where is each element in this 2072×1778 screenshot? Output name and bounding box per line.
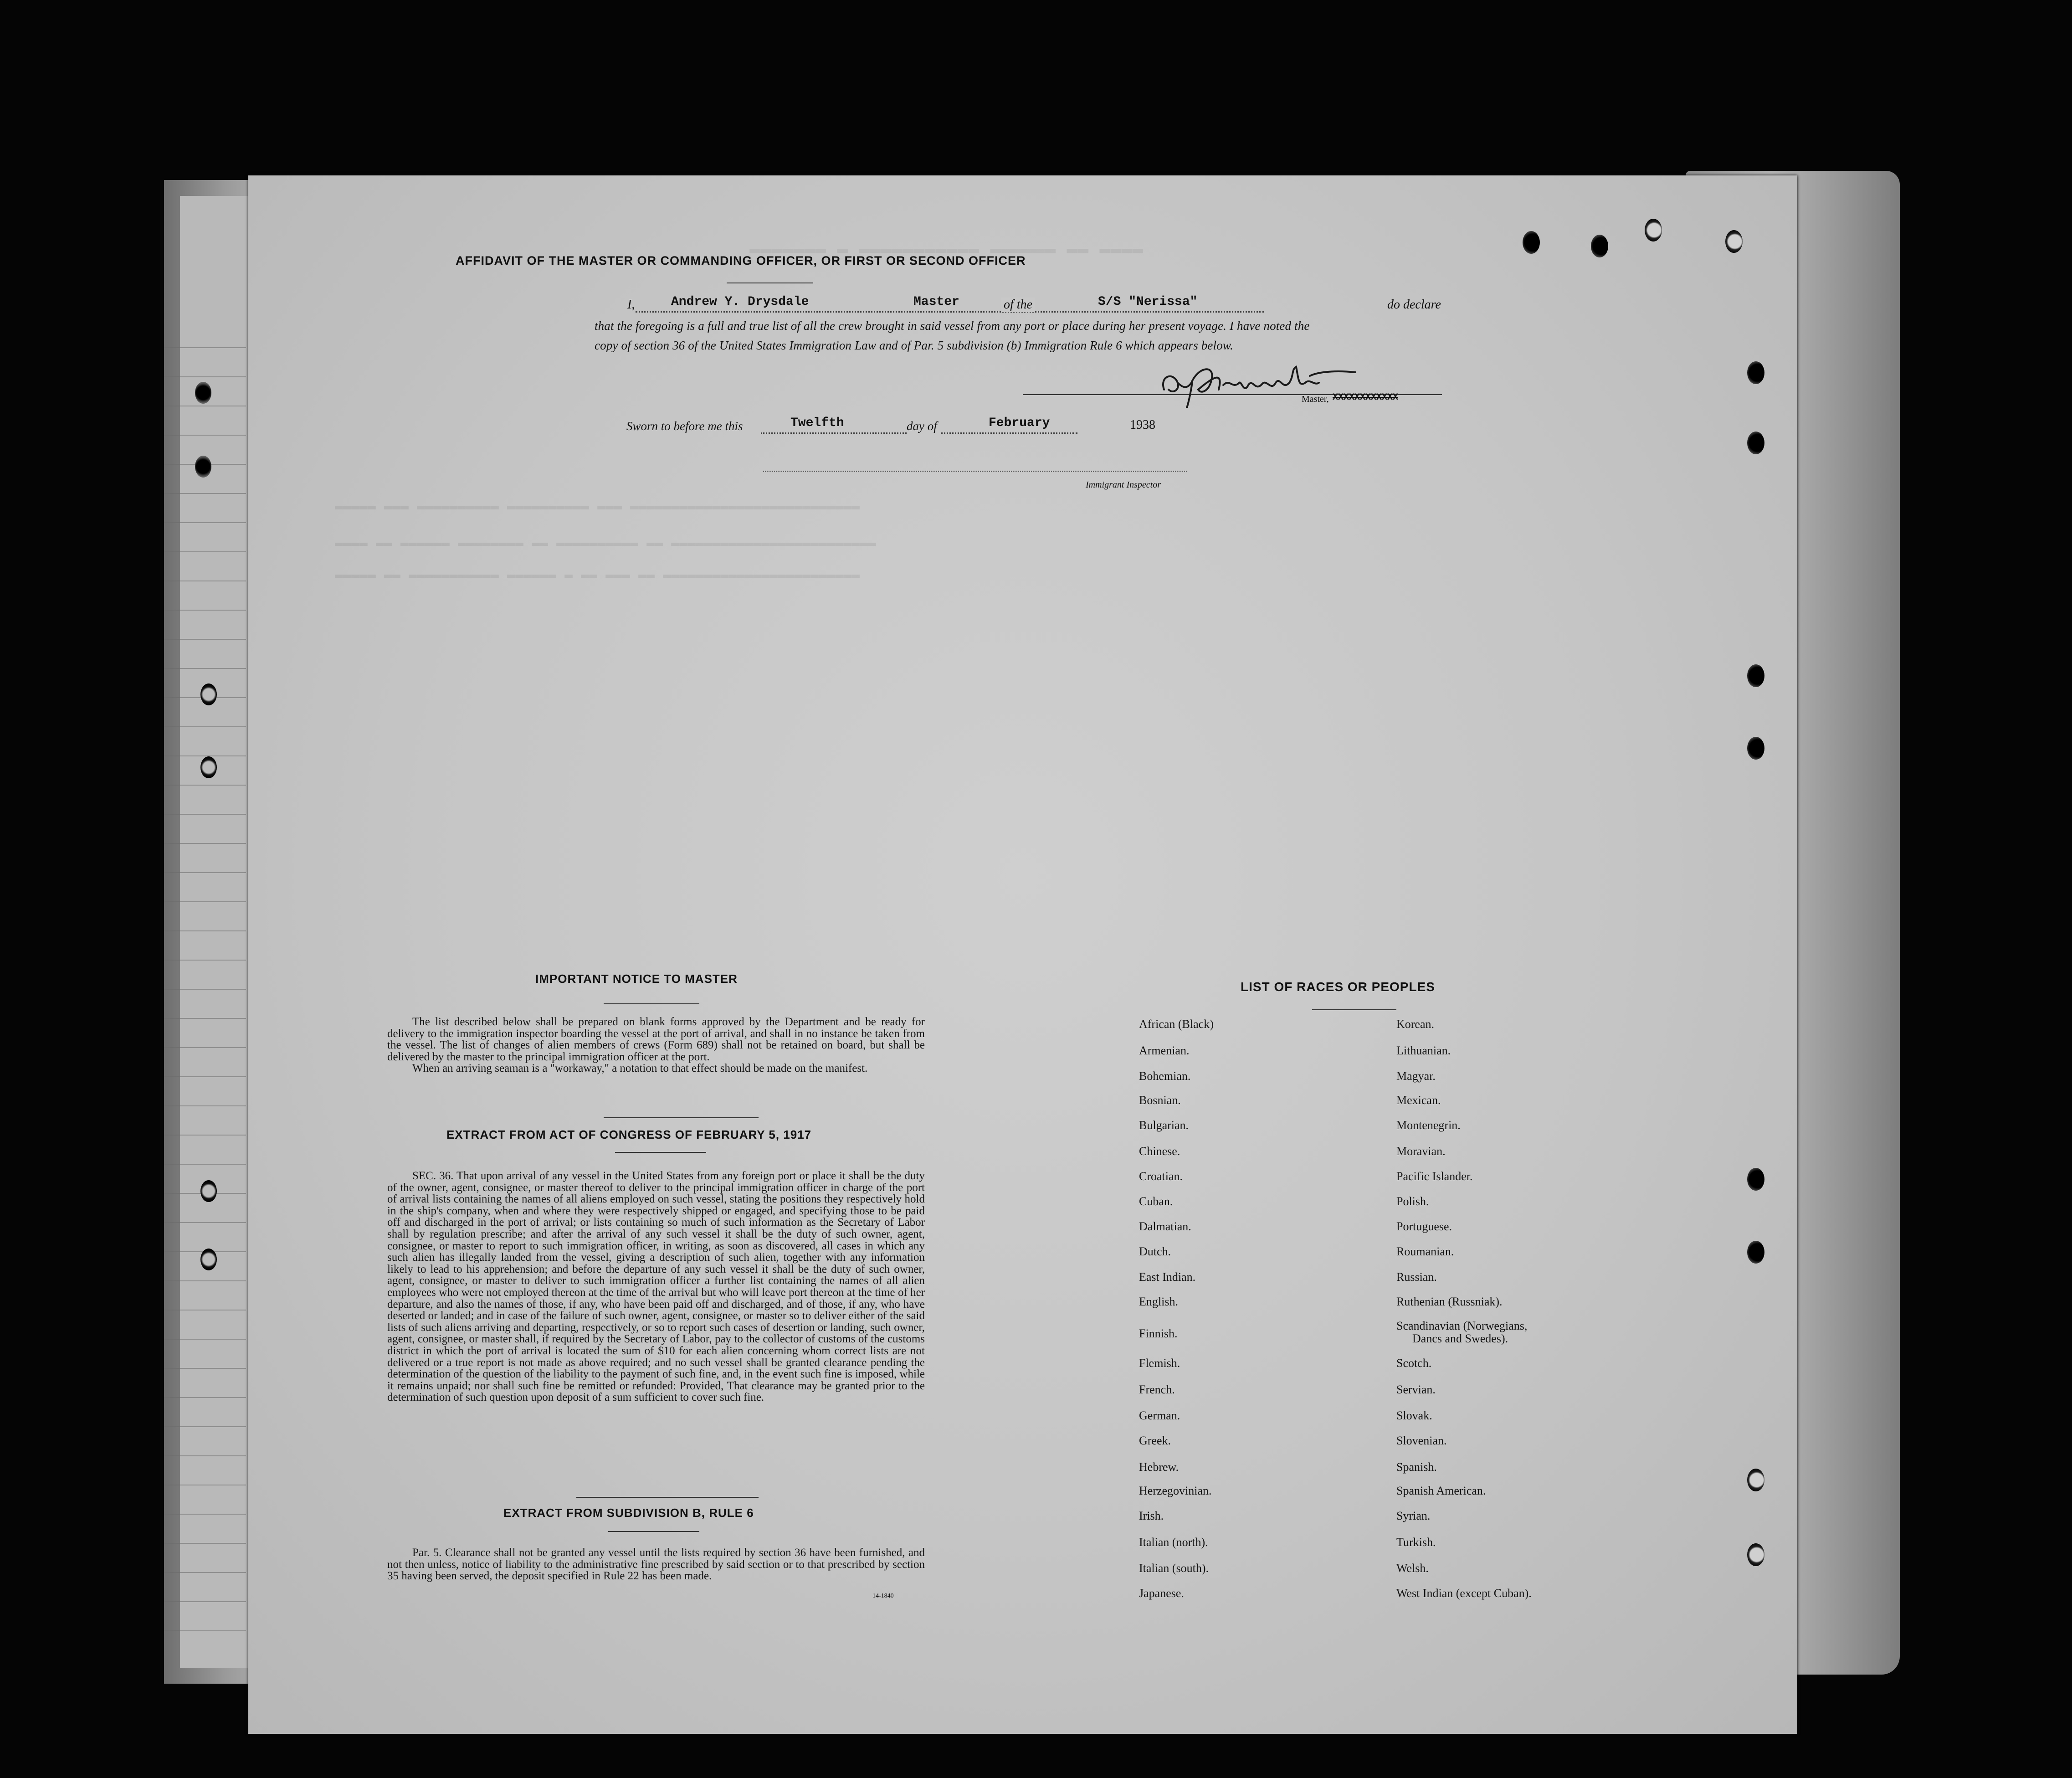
race-right: Syrian.: [1396, 1509, 1431, 1522]
bleed-through: ▬▬▬▬▬ ▬▬▬ ▬▬▬▬▬▬▬▬▬▬ ▬▬▬▬▬▬▬▬▬▬ ▬▬▬ ▬▬▬▬▬▬▬▬▬▬▬▬▬▬▬▬▬▬▬▬▬▬▬▬▬▬▬▬: [335, 499, 860, 514]
race-right: Pacific Islander.: [1396, 1170, 1473, 1183]
master-name: Andrew Y. Drysdale: [671, 295, 809, 309]
race-left: African (Black): [1139, 1017, 1214, 1031]
of-the-label: of the: [1001, 298, 1035, 312]
punch-hole: [1747, 737, 1764, 760]
extract-rule-text: [387, 1547, 925, 1582]
sworn-month-line: [941, 432, 1077, 434]
do-declare: do declare: [1387, 298, 1441, 312]
extract-rule-divider: [608, 1531, 699, 1532]
race-left: Dalmatian.: [1139, 1220, 1191, 1233]
race-left: Croatian.: [1139, 1170, 1183, 1183]
sworn-day-line: [761, 432, 907, 434]
signature-caption: Master,: [1302, 394, 1329, 404]
sworn-day: Twelfth: [790, 416, 844, 430]
race-left: Chinese.: [1139, 1145, 1180, 1158]
bleed-through: ▬▬▬▬▬ ▬▬ ▬▬▬▬▬▬▬▬▬▬▬ ▬▬▬▬▬▬ ▬ ▬▬ ▬▬▬ ▬▬ ▬▬▬▬▬▬▬▬▬▬▬▬▬▬▬▬▬▬▬▬▬▬▬▬: [335, 567, 860, 583]
race-right: Slovak.: [1396, 1409, 1432, 1422]
race-left: Bohemian.: [1139, 1069, 1191, 1083]
underlying-ruled-lines: [164, 319, 246, 1640]
races-divider: [1312, 1009, 1396, 1010]
extract-rule-title: EXTRACT FROM SUBDIVISION B, RULE 6: [503, 1506, 754, 1520]
race-right: Dancs and Swedes).: [1412, 1332, 1508, 1345]
punch-hole: [1747, 1168, 1764, 1191]
binder-hole: [200, 756, 217, 778]
race-right: West Indian (except Cuban).: [1396, 1587, 1532, 1600]
struck-out-title: XXXXXXXXXXXX: [1333, 392, 1399, 403]
binder-hole: [200, 1249, 217, 1270]
affidavit-page: [248, 175, 1797, 1734]
affidavit-title: AFFIDAVIT OF THE MASTER OR COMMANDING OFFICER, OR FIRST OR SECOND OFFICER: [456, 254, 1026, 267]
vessel-name: S/S "Nerissa": [1098, 295, 1198, 309]
punch-hole: [1591, 235, 1608, 257]
race-left: English.: [1139, 1295, 1178, 1308]
race-right: Roumanian.: [1396, 1245, 1454, 1258]
race-left: Herzegovinian.: [1139, 1484, 1212, 1497]
extract-act-title: EXTRACT FROM ACT OF CONGRESS OF FEBRUARY 5, 1917: [446, 1128, 812, 1141]
race-right: Servian.: [1396, 1383, 1436, 1396]
race-right: Magyar.: [1396, 1069, 1436, 1083]
race-right: Scotch.: [1396, 1357, 1432, 1370]
race-right: Welsh.: [1396, 1562, 1429, 1575]
race-left: Cuban.: [1139, 1195, 1173, 1208]
notice-end-divider: [604, 1117, 759, 1118]
race-left: Hebrew.: [1139, 1460, 1179, 1474]
race-right: Moravian.: [1396, 1145, 1446, 1158]
race-left: Finnish.: [1139, 1327, 1178, 1340]
race-right: Turkish.: [1396, 1536, 1436, 1549]
punch-hole: [1645, 219, 1662, 242]
race-right: Spanish American.: [1396, 1484, 1486, 1497]
race-right: Montenegrin.: [1396, 1119, 1461, 1132]
extract-act-text: [387, 1170, 925, 1403]
punch-hole: [1747, 1241, 1764, 1264]
punch-hole: [1725, 230, 1743, 253]
section-36-text: SEC. 36. That upon arrival of any vessel in the United States from any foreign port or place it shall be the duty of the owner, agent, consignee, or master thereof to deliver to the principal immigration officer in charge of the port of arrival lists containing the names of all aliens employed on such vessel, stating the positions they respectively hold in the ship's company, when and where they were respectively shipped or engaged, and specifying those to be paid off and discharged in the port of arrival; or lists containing so much of such information as the Secretary of Labor shall by regulation prescribe; and after the arrival of any such vessel it shall be the duty of such owner, agent, consignee, or master to report to such immigration officer, in writing, as soon as discovered, all cases in which any such alien has illegally landed from the vessel, giving a description of such alien, together with any information likely to lead to his apprehension; and before the departure of any such vessel it shall be the duty of such owner, agent, consignee, or master to deliver to such immigration officer a further list containing the names of all alien employees who were not employed thereon at the time of the arrival but who will leave port thereon at the time of her departure, and also the names of those, if any, who have been paid off and discharged, and of those, if any, who have deserted or landed; and in case of the failure of such owner, agent, consignee, or master so to deliver either of the said lists of such aliens arriving and departing, respectively, or so to report such cases of desertion or landing, such owner, agent, consignee, or master shall, if required by the Secretary of Labor, pay to the collector of customs of the customs district in which the port of arrival is located the sum of $10 for each alien concerning whom correct lists are not delivered or a true report is not made as above required; and no such vessel shall be granted clearance pending the determination of the question of the liability to the payment of such fine, and, in the event such fine is imposed, while it remains unpaid; nor shall such fine be remitted or refunded: Provided, That clearance may be granted prior to the determination of such question upon deposit of a sum sufficient to cover such fine.: [387, 1170, 925, 1404]
race-right: Polish.: [1396, 1195, 1429, 1208]
race-left: East Indian.: [1139, 1270, 1196, 1284]
inspector-label: Immigrant Inspector: [1086, 480, 1161, 490]
form-number: 14-1840: [872, 1593, 894, 1599]
race-left: French.: [1139, 1383, 1175, 1396]
notice-title: IMPORTANT NOTICE TO MASTER: [535, 972, 738, 986]
notice-paragraph-2: When an arriving seaman is a "workaway," a notation to that effect should be made on the manifest.: [412, 1062, 868, 1075]
race-left: Flemish.: [1139, 1357, 1180, 1370]
extract-act-end-divider: [576, 1497, 759, 1498]
race-right: Slovenian.: [1396, 1434, 1447, 1447]
sworn-label: Sworn to before me this: [626, 419, 743, 433]
inspector-line: [763, 471, 1187, 472]
race-right: Portuguese.: [1396, 1220, 1452, 1233]
race-left: Bosnian.: [1139, 1094, 1181, 1107]
punch-hole: [1747, 664, 1764, 687]
par-5-text: Par. 5. Clearance shall not be granted any vessel until the lists required by section 36 have been furnished, and not then unless, notice of liability to the administrative fine prescribed by said section or to that prescribed by section 35 having been served, the deposit specified in Rule 22 has been made.: [387, 1547, 925, 1583]
race-right: Spanish.: [1396, 1460, 1437, 1474]
notice-text: [387, 1016, 925, 1074]
race-left: Japanese.: [1139, 1587, 1184, 1600]
notice-divider: [604, 1003, 699, 1004]
race-left: Dutch.: [1139, 1245, 1171, 1258]
race-right: Lithuanian.: [1396, 1044, 1451, 1057]
sworn-year: 1938: [1130, 418, 1155, 432]
binder-hole: [200, 683, 217, 705]
punch-hole: [1747, 432, 1764, 454]
punch-hole: [1747, 1543, 1764, 1566]
punch-hole: [1747, 1469, 1764, 1491]
race-left: Italian (north).: [1139, 1536, 1208, 1549]
master-rank: Master: [913, 295, 959, 309]
race-left: Italian (south).: [1139, 1562, 1209, 1575]
binder-hole: [195, 456, 211, 478]
race-right: Korean.: [1396, 1017, 1435, 1031]
name-line: [636, 311, 1264, 313]
race-left: Bulgarian.: [1139, 1119, 1189, 1132]
extract-act-divider: [615, 1152, 706, 1153]
declaration-line-3: copy of section 36 of the United States Immigration Law and of Par. 5 subdivision (b) Immigration Rule 6 which appears below.: [595, 339, 1233, 352]
race-right: Ruthenian (Russniak).: [1396, 1295, 1503, 1308]
punch-hole: [1523, 231, 1540, 254]
i-label: I,: [627, 298, 635, 312]
bleed-through: ▬▬▬▬▬▬▬ ▬ ▬▬▬▬▬▬▬▬▬▬▬ ▬▬▬▬▬▬ ▬▬ ▬▬▬▬: [749, 239, 1144, 260]
declaration-line-2: that the foregoing is a full and true list of all the crew brought in said vessel from any port or place during her present voyage. I have noted the: [595, 319, 1310, 333]
binder-hole: [195, 382, 211, 404]
day-of-label: day of: [907, 419, 937, 433]
races-title: LIST OF RACES OR PEOPLES: [1241, 980, 1435, 994]
sworn-month: February: [989, 416, 1050, 430]
race-right: Russian.: [1396, 1270, 1437, 1284]
bleed-through: ▬▬▬▬ ▬▬ ▬▬▬▬▬▬ ▬▬▬▬▬▬▬▬ ▬▬ ▬▬▬▬▬▬▬▬▬▬ ▬▬ ▬▬▬▬▬▬▬▬▬▬▬▬▬▬▬▬▬▬▬▬▬▬▬▬▬: [335, 535, 877, 551]
punch-hole: [1747, 361, 1764, 384]
race-right: Scandinavian (Norwegians,: [1396, 1319, 1528, 1332]
binder-hole: [200, 1180, 217, 1202]
race-left: Armenian.: [1139, 1044, 1190, 1057]
race-left: German.: [1139, 1409, 1180, 1422]
race-left: Greek.: [1139, 1434, 1171, 1447]
race-left: Irish.: [1139, 1509, 1164, 1522]
race-right: Mexican.: [1396, 1094, 1441, 1107]
notice-paragraph-1: The list described below shall be prepared on blank forms approved by the Department and be ready for delivery to the immigration inspector boarding the vessel at the port of arrival, and shall in no instance be taken from the vessel. The list of changes of alien members of crews (Form 689) shall not be retained on board, but shall be delivered by the master to the principal immigration officer at the port.: [387, 1016, 925, 1063]
